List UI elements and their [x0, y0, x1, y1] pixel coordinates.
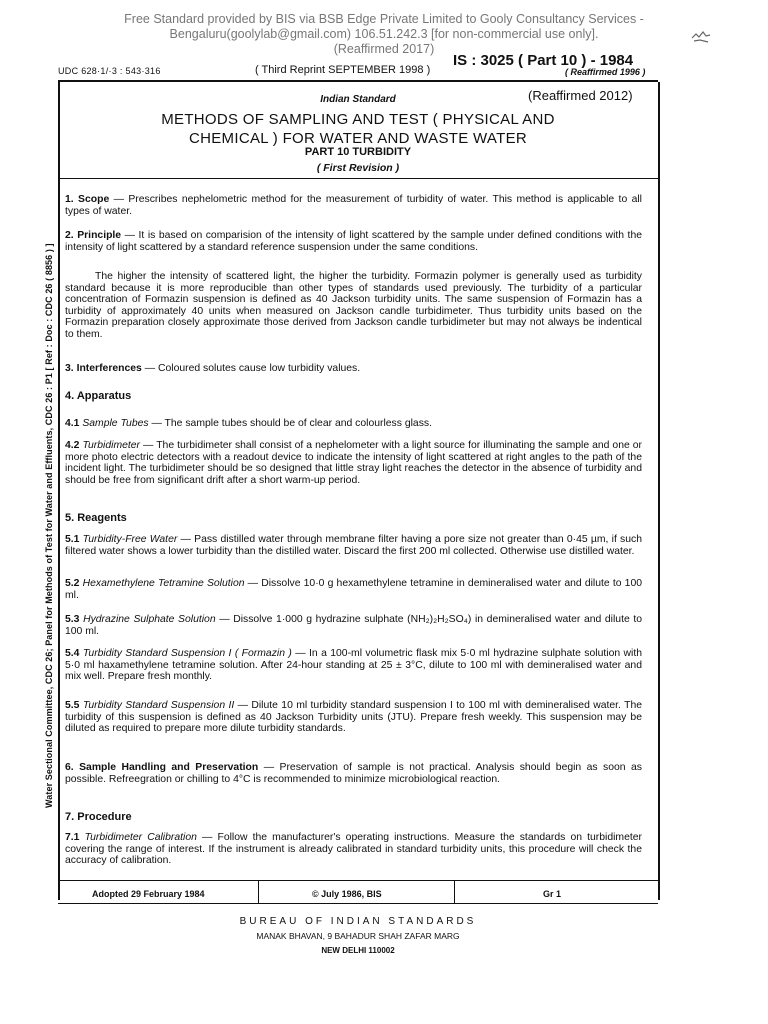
reaffirmed-1996: ( Reaffirmed 1996 ) — [565, 67, 646, 77]
section-text: — The sample tubes should be of clear and colourless glass. — [148, 418, 432, 429]
adopted-date: Adopted 29 February 1984 — [92, 889, 205, 899]
section-turbidity-free-water — [65, 534, 642, 557]
section-apparatus-heading: 4. Apparatus — [65, 390, 132, 402]
watermark-line-3: (Reaffirmed 2017) — [333, 42, 435, 56]
section-procedure-heading: 7. Procedure — [65, 811, 132, 823]
section-number: 3. — [65, 363, 74, 374]
section-number: 2. — [65, 230, 74, 241]
section-principle — [65, 230, 642, 253]
revision-note: ( First Revision ) — [316, 162, 400, 174]
section-number: 6. — [65, 762, 74, 773]
section-text: — Dilute 10 ml turbidity standard suspension I to 100 ml with demineralised water. The turbidity of this suspension is defined as 40 Jackson Turbidity units (JTU). Prepare fresh weekly. This suspension may be diluted as required to prepare more dilute turbidity standards. — [65, 700, 643, 735]
title-line-2: CHEMICAL ) FOR WATER AND WASTE WATER — [188, 130, 528, 147]
document-label: Indian Standard — [320, 94, 396, 105]
section-sample-handling — [65, 762, 642, 785]
section-hexamethylene — [65, 578, 642, 601]
part-title: PART 10 TURBIDITY — [304, 146, 412, 158]
section-heading: Hexamethylene Tetramine Solution — [82, 578, 245, 589]
section-number: 5.3 — [65, 614, 80, 625]
publisher-address-1: MANAK BHAVAN, 9 BAHADUR SHAH ZAFAR MARG — [256, 931, 460, 941]
watermark-notice — [60, 12, 708, 57]
section-text: — It is based on comparision of the intensity of light scattered by the sample under defined conditions with the intensity of light scattered by a standard reference suspension under the same conditions. — [65, 230, 643, 253]
section-text: — The turbidimeter shall consist of a nephelometer with a light source for illuminating the sample and one or more photo electric detectors with a readout device to indicate the intensity of light scattered at right angles to the path of the incident light. The turbidimeter should be so designed that little stray light reaches the detector in the absence of turbidity and should be free from significant drift after a short warm-up period. — [65, 440, 642, 486]
document-title — [58, 110, 658, 148]
section-heading: Principle — [77, 230, 122, 241]
section-text: — In a 100-ml volumetric flask mix 5·0 ml hydrazine sulphate solution with 5·0 ml haxamethylene tetramine solution. After 24-hour standing at 25 ± 3°C, dilute to 100 ml with demineralised water and mix well. Prepare fresh monthly. — [65, 648, 642, 683]
section-number: 1. — [65, 194, 74, 205]
section-reagents-heading: 5. Reagents — [65, 512, 127, 524]
udc-code: UDC 628·1/·3 : 543·316 — [58, 66, 161, 76]
section-heading: Scope — [78, 194, 110, 205]
section-number: 4.1 — [65, 418, 80, 429]
committee-side-note: Water Sectional Committee, CDC 26; Panel for Methods of Test for Water and Effluents, CDC 26 : P1 [ Ref : Doc : CDC 26 ( 8856 ) ] — [44, 243, 54, 808]
reprint-note: ( Third Reprint SEPTEMBER 1998 ) — [255, 64, 431, 76]
section-sample-tubes — [65, 418, 642, 430]
publisher-name: BUREAU OF INDIAN STANDARDS — [239, 916, 477, 927]
standard-number: IS : 3025 ( Part 10 ) - 1984 — [453, 52, 634, 69]
watermark-line-2: Bengaluru(goolylab@gmail.com) 106.51.242.3 [for non-commercial use only]. — [169, 27, 599, 41]
watermark-line-1: Free Standard provided by BIS via BSB Edge Private Limited to Gooly Consultancy Services - — [124, 12, 644, 26]
section-text: — Dissolve 1·000 g hydrazine sulphate (NH₂)₂H₂SO₄) in demineralised water and dilute to 100 ml. — [65, 614, 642, 637]
section-heading: Turbidity Standard Suspension II — [82, 700, 235, 711]
section-number: 5.1 — [65, 534, 80, 545]
section-text: — Follow the manufacturer's operating instructions. Measure the standards on turbidimeter covering the range of interest. If the instrument is already calibrated in standard turbidity units, this procedure will check the accuracy of calibration. — [65, 832, 642, 867]
section-scope — [65, 194, 642, 217]
footer-divider — [454, 880, 455, 904]
title-line-1: METHODS OF SAMPLING AND TEST ( PHYSICAL AND — [161, 111, 555, 128]
section-hydrazine — [65, 614, 642, 637]
section-number: 4.2 — [65, 440, 80, 451]
section-heading: Turbidity Standard Suspension I ( Formazin ) — [82, 648, 292, 659]
section-heading: Sample Handling and Preservation — [79, 762, 259, 773]
section-turbidimeter-calibration — [65, 832, 642, 867]
copyright-note: © July 1986, BIS — [312, 889, 382, 899]
title-rule — [58, 178, 658, 179]
bottom-rule — [58, 903, 658, 904]
section-number: 7.1 — [65, 832, 80, 843]
section-text: — Coloured solutes cause low turbidity values. — [141, 363, 361, 374]
reaffirmed-2012: (Reaffirmed 2012) — [528, 88, 633, 103]
section-standard-suspension-1 — [65, 648, 642, 683]
section-number: 5.5 — [65, 700, 80, 711]
price-group: Gr 1 — [543, 889, 562, 899]
principle-paragraph-2: The higher the intensity of scattered light, the higher the turbidity. Formazin polymer is generally used as turbidity standard because it is more reproducible than other types of standards used previously. The turbidity of a particular concentration of Formazin suspension is defined as 40 Jackson turbidity units. The same suspension of Formazin has a turbidity of approximately 40 units when measured on Jackson candle turbidimeter. Thus turbidity units based on the Formazin preparation closely approximate those derived from Jackson candle turbidimeter but may not always be indentical to them. — [65, 271, 642, 340]
section-heading: Sample Tubes — [82, 418, 149, 429]
section-interferences — [65, 363, 642, 375]
section-turbidimeter — [65, 440, 642, 486]
section-text: — Pass distilled water through membrane filter having a pore size not greater than 0·45 µm, if such filtered water shows a lower turbidity than the distilled water. Discard the first 200 ml collected. Otherwise use distilled water. — [65, 534, 642, 557]
section-heading: Turbidimeter Calibration — [84, 832, 197, 843]
section-heading: Turbidity-Free Water — [82, 534, 178, 545]
section-heading: Turbidimeter — [82, 440, 141, 451]
section-standard-suspension-2 — [65, 700, 642, 735]
publisher-address-2: NEW DELHI 110002 — [321, 946, 395, 955]
section-heading: Hydrazine Sulphate Solution — [83, 614, 216, 625]
section-text: — Preservation of sample is not practical. Analysis should begin as soon as possible. Refreegration or chilling to 4°C is recommended to minimize microbiological reaction. — [65, 762, 642, 785]
section-text: — Dissolve 10·0 g hexamethylene tetramine in demineralised water and dilute to 100 ml. — [65, 578, 643, 601]
stamp-mark-icon — [690, 30, 712, 44]
section-text: — Prescribes nephelometric method for the measurement of turbidity of water. This method is applicable to all types of water. — [65, 194, 642, 217]
section-heading: Interferences — [76, 363, 142, 374]
section-number: 5.2 — [65, 578, 80, 589]
section-number: 5.4 — [65, 648, 80, 659]
footer-divider — [258, 880, 259, 904]
